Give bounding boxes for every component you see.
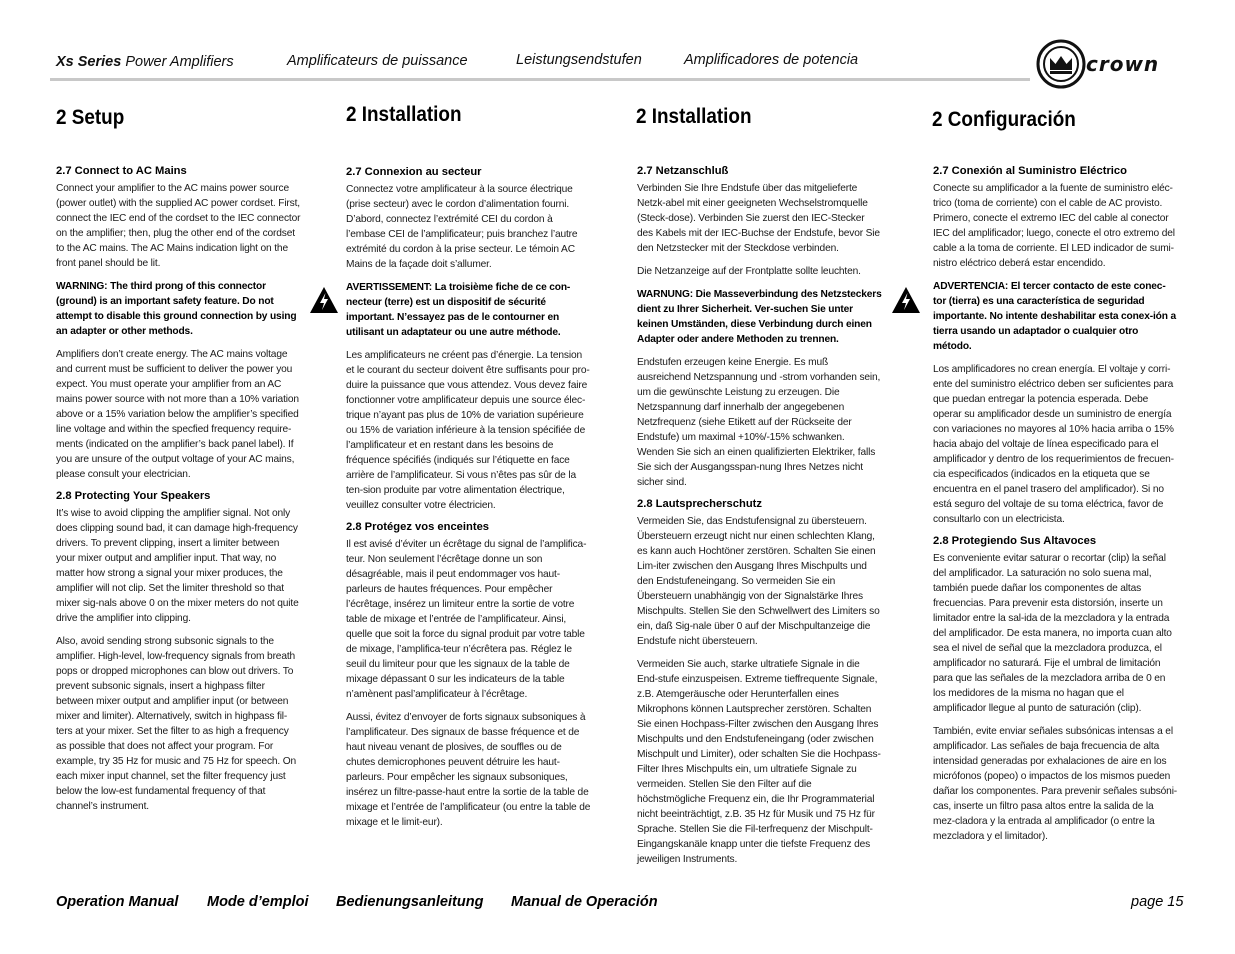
footer-es: Manual de Operación [511,894,658,910]
series-subtitle: Power Amplifiers [125,54,234,70]
crown-emblem-icon [1036,38,1086,90]
heading-speakers: 2.8 Lautsprecherschutz [637,498,762,510]
paragraph: Vermeiden Sie auch, starke ultratiefe Signale in die End-stufe einzuspeisen. Extreme tieffrequente Signale, z.B. Atemgeräusche oder Herunterfallen eines Mikrophons können Lautsprecher zerstören. Schalten Sie einen Hochpass-Filter zwischen den Ausgang Ihres Mischpults und den Endstufeneingang (oder zwischen Mischpult und Limiter), oder schalten Sie die Hochpass-Filter Ihres Mischpults ein, um ultratiefe Signale zu vermeiden. Stellen Sie den Filter auf die höchstmögliche Frequenz ein, die Ihr Programmaterial nicht beeinträchtigt, z.B. 35 Hz für Musik und 75 Hz für Sprache. Stellen Sie die Fil-terfrequenz der Mischpult-Eingangskanäle knapp unter die tiefste Frequenz des jeweiligen Instruments. [637,659,881,865]
header-title-en [56,54,234,70]
warning-text: ADVERTENCIA: El tercer contacto de este conec-tor (tierra) es una característica de seguridad importante. No intente deshabilitar esta conex-ión a tierra usando un adaptador o cualquier otro método. [933,281,1176,352]
paragraph: Les amplificateurs ne créent pas d’énergie. La tension et le courant du secteur doivent être suffisants pour pro-duire la puissance que vous attendez. Vous devez faire fonctionner votre amplificateur depuis une source élec-trique n’ayant pas plus de 10% de variation supérieure ou 15% de variation inférieure à la tension spécifiée de l’amplificateur et en restant dans les besoins de fréquence spécifiés (indiqués sur l’étiquette en face arrière de l’amplificateur. Si vous n’êtes pas sûr de la ten-sion produite par votre alimentation électrique, veuillez consulter votre électricien. [346,350,590,511]
paragraph: Amplifiers don’t create energy. The AC mains voltage and current must be sufficient to deliver the power you expect. You must operate your amplifier from an AC mains power source with not more than a 10% variation above or a 15% variation below the amplifier’s specified line voltage and within the specfied frequency require-ments (indicated on the amplifier’s back panel label). If you are unsure of the output voltage of your AC mains, please consult your electrician. [56,349,299,480]
section-title-en: 2 Setup [56,106,125,129]
paragraph: Conecte su amplificador a la fuente de suministro eléc-trico (toma de corriente) con el cable de AC provisto. Primero, conecte el extremo IEC del cable al conector IEC del amplificador; luego, conecte el otro extremo del cable a la toma de corriente. El LED indicador de sumi-nistro eléctrico deberá estar encendido. [933,183,1175,269]
paragraph: Endstufen erzeugen keine Energie. Es muß ausreichend Netzspannung und -strom vorhanden sein, um die gewünschte Leistung zu erzeugen. Die Netzspannung darf innerhalb der angegebenen Netzfrequenz (siehe Etikett auf der Rückseite der Endstufe) um maximal +10%/-15% schwanken. Wenden Sie sich an einen qualifizierten Elektriker, falls Sie sich der Ausgangsspan-nung Ihres Netzes nicht sicher sind. [637,357,881,488]
warning-triangle-icon [891,286,921,314]
column-fr [346,166,591,838]
heading-ac-mains: 2.7 Connexion au secteur [346,166,482,178]
crown-wordmark: crown [1086,52,1160,76]
heading-speakers: 2.8 Protegiendo Sus Altavoces [933,535,1097,547]
footer-fr: Mode d’emploi [207,894,309,910]
section-title-de: 2 Installation [636,105,752,128]
series-name: Xs Series [56,54,122,70]
column-es [933,165,1178,852]
paragraph: Aussi, évitez d’envoyer de forts signaux subsoniques à l’amplificateur. Des signaux de basse fréquence et de haut niveau venant de plosives, de souffles ou de chutes demicrophones peuvent détruire les haut-parleurs. Pour empêcher les signaux subsoniques, insérez un filtre-passe-haut entre la sortie de la table de mixage et l’entrée de l’amplificateur (ou entre la table de mixage et le limit-eur). [346,712,591,828]
paragraph: Vermeiden Sie, das Endstufensignal zu übersteuern. Übersteuern erzeugt nicht nur einen schlechten Klang, es kann auch Hochtöner zerstören. Schalten Sie einen Lim-iter zwischen den Ausgang Ihres Mischpults und den Endstufeneingang. So vermeiden Sie ein Übersteuern unabhängig von der Signalstärke Ihres Mischpults. Stellen Sie den Schwellwert des Limiters so ein, daß Sig-nale über 0 auf der Mischpultanzeige die Endstufe nicht übersteuern. [637,516,880,647]
warning-text: AVERTISSEMENT: La troisième fiche de ce con-necteur (terre) est un dispositif de sécurité important. N’essayez pas de le contourner en utilisant un adaptateur ou une autre méthode. [346,282,571,338]
header-title-fr: Amplificateurs de puissance [287,53,468,69]
paragraph: También, evite enviar señales subsónicas intensas a el amplificador. Las señales de baja frecuencia de alta intensidad generadas por exhalaciones de aire en los micrófonos (popeo) o impactos de los mismos pueden dañar los componentes. Para prevenir señales subsóni-cas, inserte un filtro pasa altos entre la salida de la mez-cladora y la entrada al amplificador (o entre la mezcladora y el limitador). [933,726,1178,842]
warning-text: WARNUNG: Die Masseverbindung des Netzsteckers dient zu Ihrer Sicherheit. Ver-suchen Sie unter keinen Umständen, diese Verbindung durch einen Adapter oder andere Methoden zu trennen. [637,289,882,345]
paragraph: Es conveniente evitar saturar o recortar (clip) la señal del amplificador. La saturación no solo suena mal, también puede dañar los componentes de altas frecuencias. Para prevenir esta distorsión, inserte un limitador entre la sal-ida de la mezcladora y la entrada del amplificador. De esta manera, no importa cuan alto sea el nivel de señal que la mezcladora produzca, el amplificador no saturará. Fije el umbral de limitación para que las señales de la mezcladora arriba de 0 en los medidores de la misma no hagan que el amplificador llegue al punto de saturación (clip). [933,553,1172,714]
paragraph: Il est avisé d’éviter un écrêtage du signal de l’amplifica-teur. Non seulement l’écrêtage donne un son désagréable, mais il peut endommager vos haut-parleurs de hautes fréquences. Pour empêcher l’écrêtage, insérez un limiteur entre la sortie de votre table de mixage et l’entrée de l’amplificateur. Ainsi, quelle que soit la force du signal produit par votre table de mixage, l’amplifica-teur n’écrêtera pas. Réglez le seuil du limiteur pour que les signaux de la table de mixage dépassant 0 sur les indicateurs de la table n’amènent pasl’amplificateur à l’écrêtage. [346,539,587,700]
heading-ac-mains: 2.7 Conexión al Suministro Eléctrico [933,165,1127,177]
section-title-es: 2 Configuración [932,108,1076,131]
header-title-de: Leistungsendstufen [516,52,642,68]
paragraph: Connectez votre amplificateur à la source électrique (prise secteur) avec le cordon d’alimentation fourni. D’abord, connectez l’extrémité CEI du cordon à l’embase CEI de l’amplificateur; puis branchez l’autre extrémité du cordon à la prise secteur. Le témoin AC Mains de la façade doit s’allumer. [346,184,578,270]
heading-speakers: 2.8 Protégez vos enceintes [346,521,490,533]
heading-ac-mains: 2.7 Netzanschluß [637,165,729,177]
paragraph: Also, avoid sending strong subsonic signals to the amplifier. High-level, low-frequency signals from breath pops or dropped microphones can blow out drivers. To prevent subsonic signals, insert a highpass filter between mixer output and amplifier input (or between mixer and limiter). Alternatively, switch in highpass fil-ters at your mixer. Set the filter to as high a frequency as possible that does not affect your program. For example, try 35 Hz for music and 75 Hz for speech. On each mixer input channel, set the filter frequency just below the low-est fundamental frequency of that channel’s instrument. [56,636,297,812]
heading-ac-mains: 2.7 Connect to AC Mains [56,165,187,177]
section-title-fr: 2 Installation [346,103,462,126]
column-de [637,165,882,875]
header-rule [50,78,1030,81]
paragraph: Connect your amplifier to the AC mains power source (power outlet) with the supplied AC power cordset. First, connect the IEC end of the cordset to the IEC connector on the amplifier; then, plug the other end of the cordset to the AC mains. The AC Mains indication light on the front panel should be lit. [56,183,301,269]
footer-de: Bedienungsanleitung [336,894,484,910]
warning-text: WARNING: The third prong of this connector (ground) is an important safety feature. Do not attempt to disable this ground connection by using an adapter or other methods. [56,281,297,337]
paragraph: It’s wise to avoid clipping the amplifier signal. Not only does clipping sound bad, it can damage high-frequency drivers. To prevent clipping, insert a limiter between your mixer output and amplifier input. That way, no matter how strong a signal your mixer produces, the amplifier will not clip. Set the limiter threshold so that mixer sig-nals above 0 on the mixer meters do not quite drive the amplifier into clipping. [56,508,299,624]
page-number: page 15 [1131,894,1184,910]
paragraph: Los amplificadores no crean energía. El voltaje y corri-ente del suministro eléctrico deben ser suficientes para que puedan entregar la potencia esperada. Debe operar su amplificador desde un suministro de energía con variaciones no mayores al 10% hacia arriba o 15% hacia abajo del voltaje de línea especificado para el amplificador y dentro de los requerimientos de frecuen-cia especificados (indicados en la etiqueta que se encuentra en el panel trasero del amplificador). Si no está seguro del voltaje de su toma eléctrica, favor de consultarlo con un electricista. [933,364,1174,525]
header-title-es: Amplificadores de potencia [684,52,859,68]
heading-speakers: 2.8 Protecting Your Speakers [56,490,211,502]
warning-triangle-icon [309,286,339,314]
column-en [56,165,301,822]
paragraph: Die Netzanzeige auf der Frontplatte sollte leuchten. [637,266,861,277]
paragraph: Verbinden Sie Ihre Endstufe über das mitgelieferte Netzk-abel mit einer geeigneten Wechselstromquelle (Steck-dose). Verbinden Sie zuerst den IEC-Stecker des Kabels mit der IEC-Buchse der Endstufe, bevor Sie den Netzstecker mit der Steckdose verbinden. [637,183,880,254]
footer-en: Operation Manual [56,894,179,910]
